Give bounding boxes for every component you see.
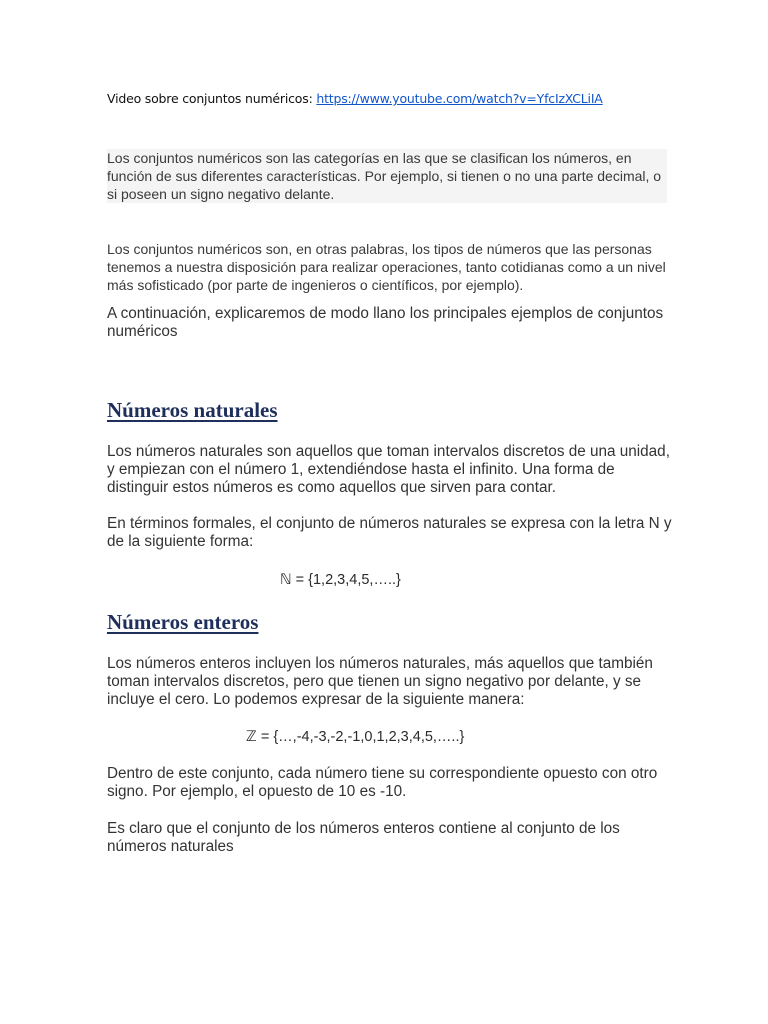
video-link[interactable]: https://www.youtube.com/watch?v=YfcIzXCLiIA (316, 91, 603, 106)
intro-paragraph-2: Los conjuntos numéricos son, en otras palabras, los tipos de números que las personas tenemos a nuestra disposición para realizar operaciones, tanto cotidianas como a un nivel más sofisticado (por parte de ingenieros o científicos, por ejemplo). (107, 241, 666, 293)
naturales-formula: ℕ = {1,2,3,4,5,…..} (280, 572, 401, 588)
video-label: Video sobre conjuntos numéricos: (107, 91, 317, 106)
naturales-paragraph-2: En términos formales, el conjunto de números naturales se expresa con la letra N y de la siguiente forma: (107, 515, 672, 551)
heading-enteros: Números enteros (107, 610, 259, 634)
heading-naturales: Números naturales (107, 398, 278, 422)
enteros-paragraph-1: Los números enteros incluyen los números naturales, más aquellos que también toman intervalos discretos, pero que tienen un signo negativo por delante, y se incluye el cero. Lo podemos expresar de la siguiente manera: (107, 655, 653, 709)
intro-paragraph-3: A continuación, explicaremos de modo llano los principales ejemplos de conjuntos numéricos (107, 305, 664, 341)
naturales-paragraph-1: Los números naturales son aquellos que toman intervalos discretos de una unidad, y empiezan con el número 1, extendiéndose hasta el infinito. Una forma de distinguir estos números es como aquellos que sirven para contar. (107, 443, 670, 497)
enteros-formula: ℤ = {…,-4,-3,-2,-1,0,1,2,3,4,5,…..} (246, 729, 465, 745)
enteros-paragraph-2: Dentro de este conjunto, cada número tiene su correspondiente opuesto con otro signo. Por ejemplo, el opuesto de 10 es -10. (107, 765, 658, 801)
video-reference (107, 91, 603, 106)
enteros-paragraph-3: Es claro que el conjunto de los números enteros contiene al conjunto de los números naturales (107, 820, 620, 856)
intro-paragraph-1: Los conjuntos numéricos son las categorías en las que se clasifican los números, en función de sus diferentes características. Por ejemplo, si tienen o no una parte decimal, o si poseen un signo negativo delante. (107, 149, 667, 203)
